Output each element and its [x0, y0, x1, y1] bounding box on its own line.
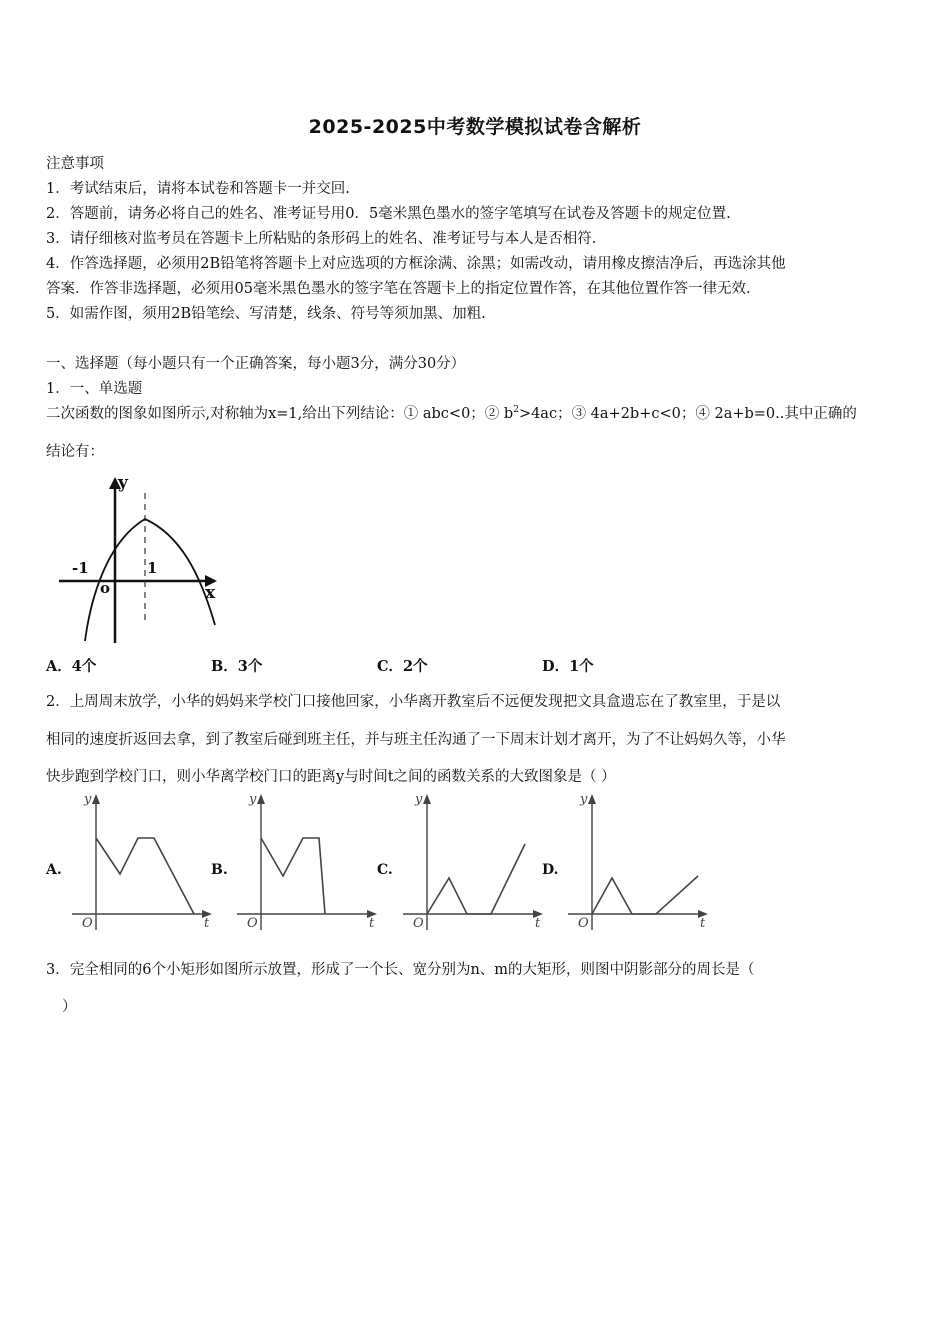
y-label: y — [118, 473, 128, 493]
q1-text-part: 二次函数的图象如图所示,对称轴为x=1,给出下列结论：① abc<0；② b — [46, 406, 514, 422]
q2-graph-c — [377, 790, 547, 936]
question-2-text: 快步跑到学校门口，则小华离学校门口的距离y与时间t之间的函数关系的大致图象是（ ） — [46, 769, 616, 785]
question-1-text — [46, 402, 857, 423]
notice-item: 1．考试结束后，请将本试卷和答题卡一并交回. — [46, 181, 350, 197]
axis-y-label: y — [415, 792, 423, 807]
section-heading: 一、选择题（每小题只有一个正确答案，每小题3分，满分30分） — [46, 356, 466, 372]
axis-y-label: y — [580, 792, 588, 807]
axis-t-label: t — [700, 916, 706, 931]
axis-t-label: t — [204, 916, 210, 931]
q1-superscript: 2 — [513, 405, 519, 416]
q2-graph-d — [542, 790, 712, 936]
q1-parabola-figure — [55, 473, 225, 645]
question-3-text: 3．完全相同的6个小矩形如图所示放置，形成了一个长、宽分别为n、m的大矩形，则图中阴影部分的周长是（ — [46, 962, 755, 978]
notice-item: 4．作答选择题，必须用2B铅笔将答题卡上对应选项的方框涂满、涂黑；如需改动，请用橡皮擦洁净后，再选涂其他 — [46, 256, 786, 272]
q2-option-d-label: D. — [542, 862, 559, 878]
question-3-text-cont: ） — [62, 999, 77, 1015]
q2-option-a-label: A. — [46, 862, 62, 878]
q2-option-a[interactable] — [46, 790, 216, 936]
q2-graph-a — [46, 790, 216, 936]
x-label: x — [205, 583, 216, 603]
notice-item: 2．答题前，请务必将自己的姓名、准考证号用0．5毫米黑色墨水的签字笔填写在试卷及答题卡的规定位置. — [46, 206, 731, 222]
question-1-text-cont: 结论有： — [46, 444, 104, 460]
axis-y-label: y — [249, 792, 257, 807]
origin-label: O — [578, 916, 589, 931]
axis-y-label: y — [84, 792, 92, 807]
q2-option-c[interactable] — [377, 790, 547, 936]
q2-option-b-label: B. — [211, 862, 228, 878]
question-2-text: 相同的速度折返回去拿，到了教室后碰到班主任，并与班主任沟通了一下周末计划才离开，为了不让妈妈久等，小华 — [46, 732, 786, 748]
q1-option-a[interactable]: A．4个 — [46, 658, 97, 675]
section-subheading: 1．一、单选题 — [46, 381, 143, 397]
q2-graph-b — [211, 790, 381, 936]
origin-label: O — [413, 916, 424, 931]
q1-option-c[interactable]: C．2个 — [377, 658, 428, 675]
axis-t-label: t — [369, 916, 375, 931]
q2-option-c-label: C. — [377, 862, 393, 878]
notice-item: 3．请仔细核对监考员在答题卡上所粘贴的条形码上的姓名、准考证号与本人是否相符. — [46, 231, 597, 247]
notice-heading: 注意事项 — [46, 156, 104, 172]
q1-text-part: >4ac；③ 4a+2b+c<0；④ 2a+b=0..其中正确的 — [518, 406, 857, 422]
origin-label: O — [82, 916, 93, 931]
origin-label: O — [247, 916, 258, 931]
page-title: 2025-2025中考数学模拟试卷含解析 — [308, 116, 642, 138]
q1-option-b[interactable]: B．3个 — [211, 658, 263, 675]
question-2-text: 2．上周周末放学，小华的妈妈来学校门口接他回家，小华离开教室后不远便发现把文具盒遗忘在了教室里，于是以 — [46, 694, 781, 710]
q2-option-b[interactable] — [211, 790, 381, 936]
one-label: 1 — [147, 559, 158, 577]
q1-option-d[interactable]: D．1个 — [542, 658, 594, 675]
notice-item: 答案．作答非选择题，必须用05毫米黑色墨水的签字笔在答题卡上的指定位置作答，在其他位置作答一律无效. — [46, 281, 751, 297]
neg-one-label: -1 — [72, 559, 89, 577]
origin-label: o — [100, 579, 111, 597]
notice-item: 5．如需作图，须用2B铅笔绘、写清楚，线条、符号等须加黑、加粗. — [46, 306, 486, 322]
q2-option-d[interactable] — [542, 790, 712, 936]
axis-t-label: t — [535, 916, 541, 931]
